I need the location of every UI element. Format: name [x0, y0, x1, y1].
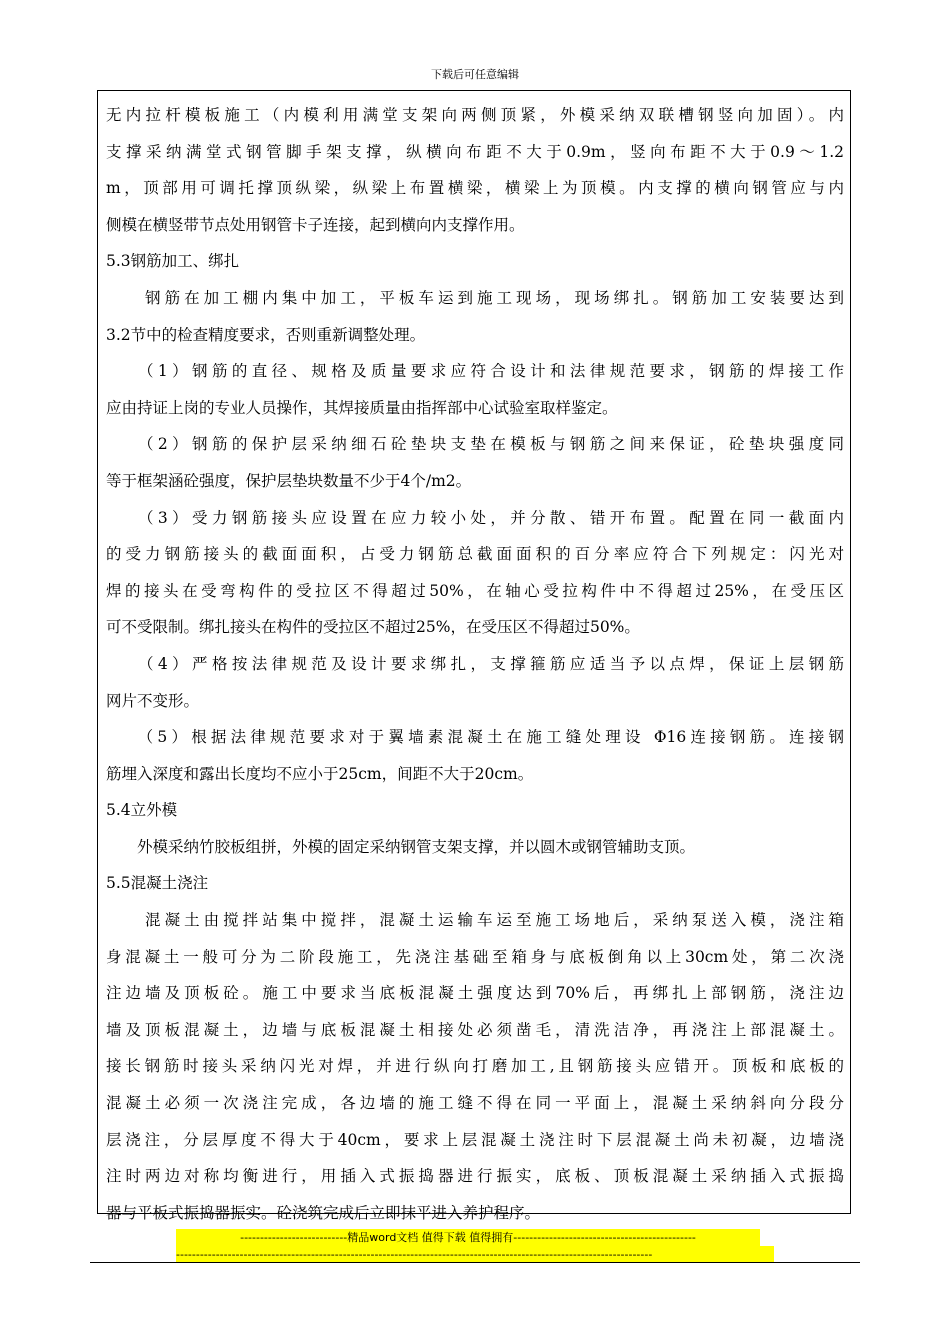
body-line: 无内拉杆模板施工（内模利用满堂支架向两侧顶紧，外模采纳双联槽钢竖向加固）。内 [106, 106, 844, 124]
document-body [106, 97, 844, 1231]
body-line: 外模采纳竹胶板组拼，外模的固定采纳钢管支架支撑，并以圆木或钢管辅助支顶。 [106, 837, 696, 856]
body-line: （1）钢筋的直径、规格及质量要求应符合设计和法律规范要求，钢筋的焊接工作 [106, 362, 844, 381]
body-line: 混凝土由搅拌站集中搅拌，混凝土运输车运至施工场地后，采纳泵送入模，浇注箱 [106, 911, 844, 930]
page-header: 下载后可任意编辑 [431, 68, 519, 81]
body-line: 可不受限制。绑扎接头在构件的受拉区不超过25%，在受压区不得超过50%。 [106, 618, 640, 637]
body-line: （3）受力钢筋接头应设置在应力较小处，并分散、错开布置。配置在同一截面内 [106, 508, 844, 527]
footer-banner-line-1: ---------------------------精品word文档 值得下载 值得拥有---------------------------------------------- [176, 1229, 760, 1246]
body-line: 5.3钢筋加工、绑扎 [106, 252, 240, 271]
body-line: 注边墙及顶板砼。施工中要求当底板混凝土强度达到70%后，再绑扎上部钢筋，浇注边 [106, 984, 844, 1003]
body-line: 的受力钢筋接头的截面面积，占受力钢筋总截面面积的百分率应符合下列规定：闪光对 [106, 545, 844, 564]
body-line: （2）钢筋的保护层采纳细石砼垫块支垫在模板与钢筋之间来保证，砼垫块强度同 [106, 435, 844, 454]
body-line: 混凝土必须一次浇注完成，各边墙的施工缝不得在同一平面上，混凝土采纳斜向分段分 [106, 1094, 844, 1113]
body-line: 接长钢筋时接头采纳闪光对焊，并进行纵向打磨加工,且钢筋接头应错开。顶板和底板的 [106, 1057, 844, 1076]
body-line: （4）严格按法律规范及设计要求绑扎，支撑箍筋应适当予以点焊，保证上层钢筋 [106, 654, 844, 673]
body-line: 5.5混凝土浇注 [106, 874, 209, 893]
body-line: m，顶部用可调托撑顶纵梁，纵梁上布置横梁，横梁上为顶模。内支撑的横向钢管应与内 [106, 179, 844, 198]
body-line: 墙及顶板混凝土，边墙与底板混凝土相接处必须凿毛，清洗洁净，再浇注上部混凝土。 [106, 1020, 844, 1039]
body-line: 等于框架涵砼强度，保护层垫块数量不少于4个/m2。 [106, 471, 472, 490]
body-line: 层浇注，分层厚度不得大于40cm，要求上层混凝土浇注时下层混凝土尚未初凝，边墙浇 [106, 1130, 844, 1149]
body-line: 注时两边对称均衡进行，用插入式振捣器进行振实，底板、顶板混凝土采纳插入式振捣 [106, 1167, 844, 1186]
body-line: 网片不变形。 [106, 691, 200, 710]
footer-rule [90, 1262, 860, 1263]
footer-banner [176, 1229, 774, 1263]
body-line: 身混凝土一般可分为二阶段施工，先浇注基础至箱身与底板倒角以上30cm处，第二次浇 [106, 947, 844, 966]
content-table-cell [97, 90, 851, 1222]
body-line: 支撑采纳满堂式钢管脚手架支撑，纵横向布距不大于0.9m，竖向布距不大于0.9～1.2 [106, 142, 844, 161]
body-line: 应由持证上岗的专业人员操作，其焊接质量由指挥部中心试验室取样鉴定。 [106, 398, 618, 417]
body-line: 5.4立外模 [106, 801, 178, 820]
body-line: 焊的接头在受弯构件的受拉区不得超过50%，在轴心受拉构件中不得超过25%，在受压区 [106, 581, 844, 600]
body-line: 钢筋在加工棚内集中加工，平板车运到施工现场，现场绑扎。钢筋加工安装要达到 [106, 288, 844, 307]
body-line: 侧模在横竖带节点处用钢管卡子连接，起到横向内支撑作用。 [106, 215, 525, 234]
body-line: 3.2节中的检查精度要求，否则重新调整处理。 [106, 325, 426, 344]
body-line: 器与平板式振捣器振实。砼浇筑完成后立即抹平进入养护程序。 [106, 1203, 541, 1222]
body-line: （5）根据法律规范要求对于翼墙素混凝土在施工缝处理设 Φ16连接钢筋。连接钢 [106, 728, 844, 747]
footer-banner-line-2: ------------------------------------------------------------------------------------------------------------------------ [176, 1246, 774, 1263]
body-line: 筋埋入深度和露出长度均不应小于25cm，间距不大于20cm。 [106, 764, 534, 783]
